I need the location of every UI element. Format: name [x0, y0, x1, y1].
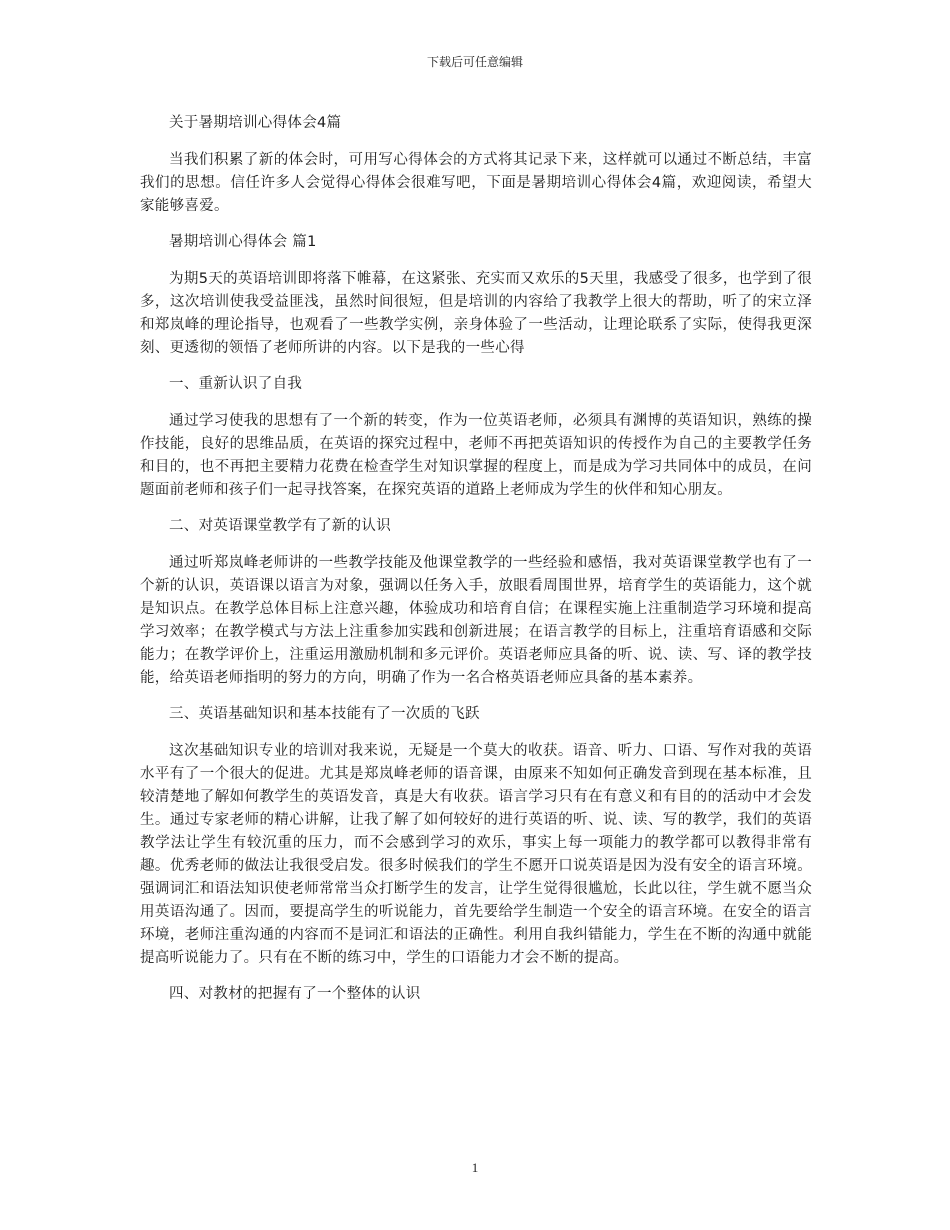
paragraph-2: 通过学习使我的思想有了一个新的转变，作为一位英语老师，必须具有渊博的英语知识，熟练的操作技能，良好的思维品质，在英语的探究过程中，老师不再把英语知识的传授作为自己的主要教学任务和目的，也不再把主要精力花费在检查学生对知识掌握的程度上，而是成为学习共同体中的成员，在问题面前老师和孩子们一起寻找答案，在探究英语的道路上老师成为学生的伙伴和知心朋友。 [140, 413, 812, 498]
heading-2: 二、对英语课堂教学有了新的认识 [169, 518, 391, 534]
document-title: 关于暑期培训心得体会4篇 [169, 115, 342, 131]
paragraph-3: 通过听郑岚峰老师讲的一些教学技能及他课堂教学的一些经验和感悟，我对英语课堂教学也有了一个新的认识，英语课以语言为对象，强调以任务入手，放眼看周围世界，培育学生的英语能力，这个就是知识点。在教学总体目标上注意兴趣，体验成功和培育自信；在课程实施上注重制造学习环境和提高学习效率；在教学模式与方法上注重参加实践和创新进展；在语言教学的目标上，注重培育语感和交际能力；在教学评价上，注重运用激励机制和多元评价。英语老师应具备的听、说、读、写、译的教学技能，给英语老师指明的努力的方向，明确了作为一名合格英语老师应具备的基本素养。 [140, 555, 812, 686]
page-number: 1 [471, 1160, 479, 1175]
paragraph-1: 为期5天的英语培训即将落下帷幕，在这紧张、充实而又欢乐的5天里，我感受了很多，也学到了很多，这次培训使我受益匪浅，虽然时间很短，但是培训的内容给了我教学上很大的帮助，听了的宋立泽和郑岚峰的理论指导，也观看了一些教学实例，亲身体验了一些活动，让理论联系了实际，使得我更深刻、更透彻的领悟了老师所讲的内容。以下是我的一些心得 [140, 271, 812, 356]
heading-1: 一、重新认识了自我 [169, 376, 303, 392]
heading-3: 三、英语基础知识和基本技能有了一次质的飞跃 [169, 706, 480, 722]
section-title: 暑期培训心得体会 篇1 [169, 234, 317, 250]
paragraph-4: 这次基础知识专业的培训对我来说，无疑是一个莫大的收获。语音、听力、口语、写作对我的英语水平有了一个很大的促进。尤其是郑岚峰老师的语音课，由原来不知如何正确发音到现在基本标准，且较清楚地了解如何教学生的英语发音，真是大有收获。语言学习只有在有意义和有目的的活动中才会发生。通过专家老师的精心讲解，让我了解了如何较好的进行英语的听、说、读、写的教学，我们的英语教学法让学生有较沉重的压力，而不会感到学习的欢乐，事实上每一项能力的教学都可以教得非常有趣。优秀老师的做法让我很受启发。很多时候我们的学生不愿开口说英语是因为没有安全的语言环境。强调词汇和语法知识使老师常常当众打断学生的发言，让学生觉得很尴尬，长此以往，学生就不愿当众用英语沟通了。因而，要提高学生的听说能力，首先要给学生制造一个安全的语言环境。在安全的语言环境，老师注重沟通的内容而不是词汇和语法的正确性。利用自我纠错能力，学生在不断的沟通中就能提高听说能力了。只有在不断的练习中，学生的口语能力才会不断的提高。 [140, 743, 812, 966]
intro-paragraph: 当我们积累了新的体会时，可用写心得体会的方式将其记录下来，这样就可以通过不断总结，丰富我们的思想。信任许多人会觉得心得体会很难写吧，下面是暑期培训心得体会4篇，欢迎阅读，希望大家能够喜爱。 [140, 152, 812, 214]
document-body [140, 112, 812, 1020]
heading-4: 四、对教材的把握有了一个整体的认识 [169, 986, 421, 1002]
page-header: 下载后可任意编辑 [426, 55, 523, 69]
